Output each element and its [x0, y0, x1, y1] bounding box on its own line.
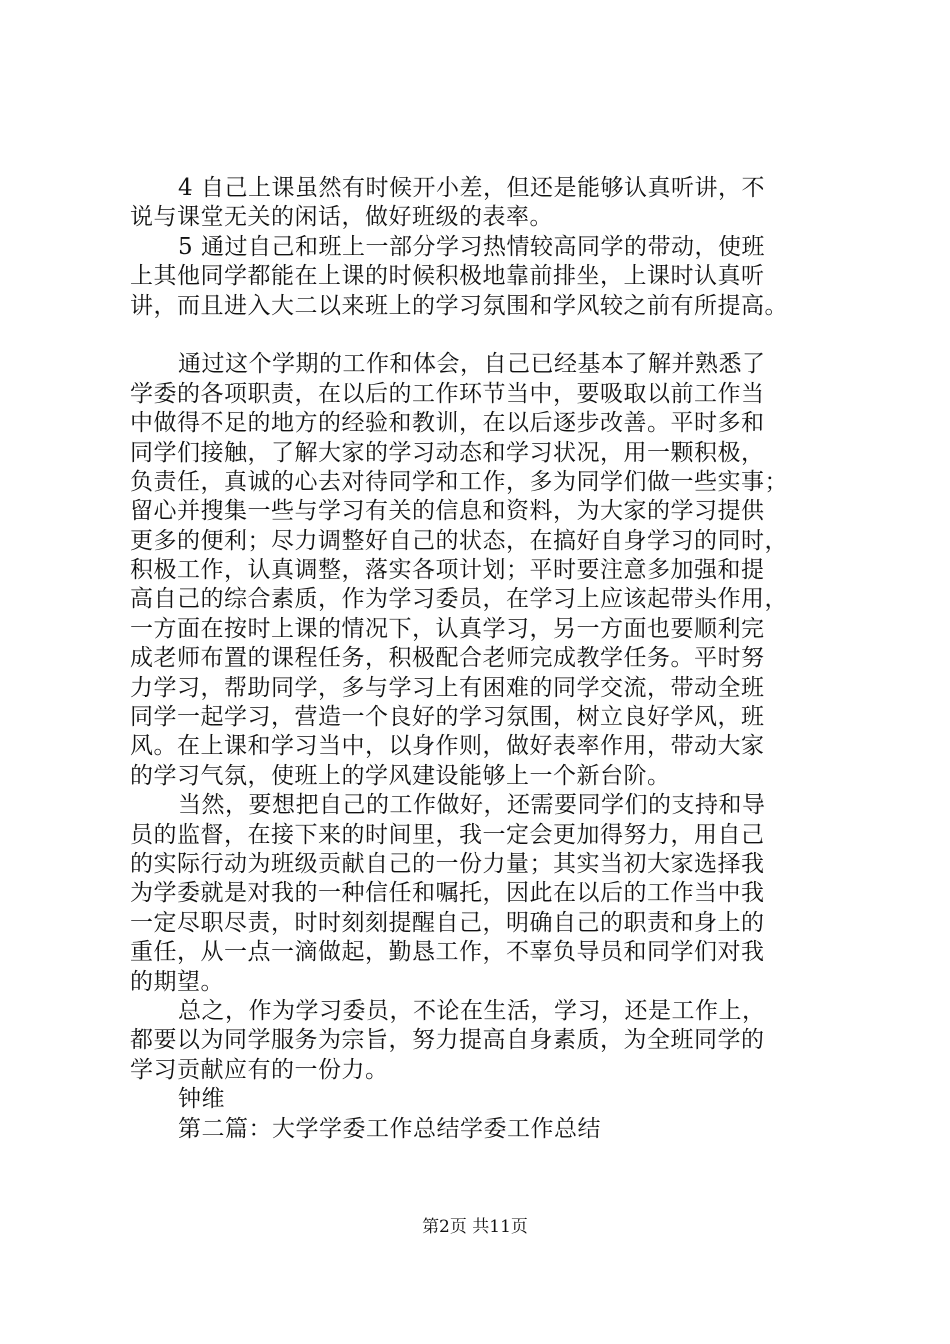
- text-line: 留心并搜集一些与学习有关的信息和资料，为大家的学习提供: [130, 498, 765, 525]
- text-line: 都要以为同学服务为宗旨，努力提高自身素质，为全班同学的: [130, 1027, 765, 1054]
- text-line: 负责任，真诚的心去对待同学和工作，多为同学们做一些实事；: [130, 468, 788, 495]
- text-line: 更多的便利；尽力调整好自己的状态，在搞好自身学习的同时，: [130, 527, 788, 554]
- next-section-heading: 第二篇：大学学委工作总结学委工作总结: [178, 1115, 601, 1142]
- text-line: 高自己的综合素质，作为学习委员，在学习上应该起带头作用，: [130, 586, 788, 613]
- signature: 钟维: [178, 1086, 225, 1113]
- text-line: 当然，要想把自己的工作做好，还需要同学们的支持和导: [178, 792, 766, 819]
- text-line: 力学习，帮助同学，多与学习上有困难的同学交流，带动全班: [130, 674, 765, 701]
- text-line: 的期望。: [130, 968, 224, 995]
- paragraph-item-5: [130, 233, 820, 321]
- text-line: 总之，作为学习委员，不论在生活，学习，还是工作上，: [178, 997, 766, 1024]
- text-line: 一定尽职尽责，时时刻刻提醒自己，明确自己的职责和身上的: [130, 909, 765, 936]
- text-line: 上其他同学都能在上课的时候积极地靠前排坐，上课时认真听: [130, 263, 765, 290]
- paragraph-commitment: [130, 791, 820, 997]
- text-line: 成老师布置的课程任务，积极配合老师完成教学任务。平时努: [130, 645, 765, 672]
- text-line: 同学们接触，了解大家的学习动态和学习状况，用一颗积极，: [130, 439, 765, 466]
- text-line: 4 自己上课虽然有时候开小差，但还是能够认真听讲，不: [178, 175, 765, 201]
- text-line: 风。在上课和学习当中，以身作则，做好表率作用，带动大家: [130, 733, 765, 760]
- text-line: 积极工作，认真调整，落实各项计划；平时要注意多加强和提: [130, 557, 765, 584]
- text-line: 通过这个学期的工作和体会，自己已经基本了解并熟悉了: [178, 351, 766, 378]
- text-line: 员的监督，在接下来的时间里，我一定会更加得努力，用自己: [130, 821, 765, 848]
- paragraph-summary: [130, 997, 820, 1085]
- text-line: 的实际行动为班级贡献自己的一份力量；其实当初大家选择我: [130, 850, 765, 877]
- page-footer: 第2页 共11页: [422, 1217, 528, 1237]
- document-body: [130, 174, 820, 1144]
- text-line: 为学委就是对我的一种信任和嘱托，因此在以后的工作当中我: [130, 880, 765, 907]
- paragraph-gap: [130, 321, 820, 350]
- text-line: 说与课堂无关的闲话，做好班级的表率。: [130, 204, 553, 231]
- text-line: 一方面在按时上课的情况下，认真学习，另一方面也要顺利完: [130, 615, 765, 642]
- text-line: 重任，从一点一滴做起，勤恳工作，不辜负导员和同学们对我: [130, 939, 765, 966]
- text-line: 5 通过自己和班上一部分学习热情较高同学的带动，使班: [178, 233, 765, 260]
- text-line: 讲，而且进入大二以来班上的学习氛围和学风较之前有所提高。: [130, 292, 788, 319]
- text-line: 的学习气氛，使班上的学风建设能够上一个新台阶。: [130, 762, 671, 789]
- paragraph-item-4: [130, 174, 820, 233]
- text-line: 学习贡献应有的一份力。: [130, 1056, 389, 1083]
- text-line: 同学一起学习，营造一个良好的学习氛围，树立良好学风，班: [130, 704, 765, 731]
- paragraph-plan: [130, 350, 820, 791]
- text-line: 中做得不足的地方的经验和教训，在以后逐步改善。平时多和: [130, 410, 765, 437]
- text-line: 学委的各项职责，在以后的工作环节当中，要吸取以前工作当: [130, 380, 765, 407]
